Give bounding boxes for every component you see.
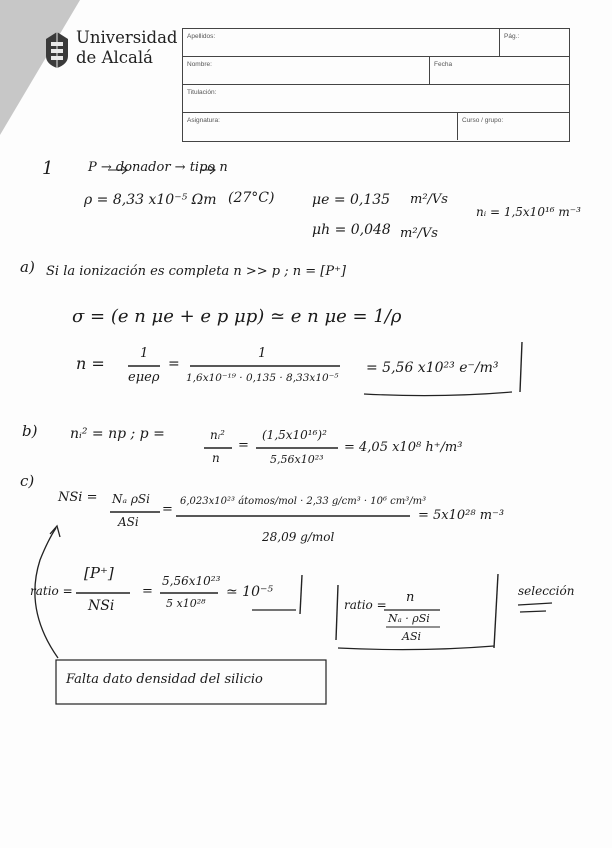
- n-fraction1-den: eμeρ: [128, 370, 160, 385]
- n-fraction2-num: 1: [258, 346, 267, 361]
- ratio2-label: ratio =: [344, 598, 387, 612]
- mobility-hole-unit: m²/Vs: [400, 226, 438, 241]
- dopant-type-line: P → donador → tipo n: [88, 160, 228, 175]
- nsi-result: = 5x10²⁸ m⁻³: [418, 508, 505, 523]
- ratio2-den-bottom: ASi: [402, 630, 421, 643]
- ratio-equals: =: [142, 584, 153, 599]
- ratio-value-den: 5 x10²⁸: [166, 597, 206, 610]
- p-fraction-equals: =: [238, 438, 249, 453]
- label-nombre: Nombre:: [187, 61, 212, 68]
- mobility-hole: μh = 0,048: [312, 222, 391, 238]
- p-fraction-den: n: [212, 451, 220, 465]
- ratio-label: ratio =: [30, 584, 73, 598]
- temperature-value: (27°C): [228, 190, 275, 206]
- label-titulacion: Titulación:: [187, 89, 217, 96]
- missing-data-note: Falta dato densidad del silicio: [66, 672, 263, 687]
- ratio-num: [P⁺]: [84, 564, 114, 582]
- n-fraction-equals: =: [168, 356, 180, 372]
- n-result: = 5,56 x10²³ e⁻/m³: [366, 360, 499, 376]
- label-pag: Pág.:: [504, 33, 520, 40]
- p-fraction2-den: 5,56x10²³: [270, 453, 324, 466]
- p-result: = 4,05 x10⁸ h⁺/m³: [344, 440, 463, 455]
- n-equals: n =: [76, 354, 105, 373]
- part-a-statement: Si la ionización es completa n >> p ; n = [P⁺]: [46, 264, 347, 279]
- n-fraction2-den: 1,6x10⁻¹⁹ · 0,135 · 8,33x10⁻⁵: [186, 372, 339, 384]
- label-asignatura: Asignatura:: [187, 117, 220, 124]
- mobility-electron-unit: m²/Vs: [410, 192, 448, 207]
- ratio2-num: n: [406, 590, 415, 605]
- nsi-symbolic-den: ASi: [118, 515, 139, 529]
- n-fraction1-num: 1: [140, 346, 149, 361]
- label-fecha: Fecha: [434, 61, 453, 68]
- nsi-symbolic-num: Nₐ ρSi: [112, 492, 150, 506]
- university-name-line1: Universidad: [76, 28, 178, 47]
- problem-number: 1: [42, 158, 54, 179]
- intrinsic-concentration: nᵢ = 1,5x10¹⁶ m⁻³: [476, 205, 581, 219]
- nsi-denominator: 28,09 g/mol: [262, 530, 335, 544]
- side-note: selección: [518, 584, 575, 598]
- p-fraction2-num: (1,5x10¹⁶)²: [262, 428, 327, 442]
- mobility-electron: μe = 0,135: [312, 192, 391, 208]
- ratio-den: NSi: [88, 598, 115, 614]
- label-curso: Curso / grupo:: [462, 117, 504, 124]
- nsi-equals: =: [162, 502, 173, 517]
- resistivity-value: ρ = 8,33 x10⁻⁵ Ωm: [84, 192, 217, 208]
- part-a-label: a): [20, 258, 35, 276]
- ratio-result: ≃ 10⁻⁵: [226, 584, 273, 600]
- nsi-label-text: NSi =: [58, 490, 98, 505]
- nsi-label: [58, 490, 97, 505]
- label-apellidos: Apellidos:: [187, 33, 216, 40]
- p-fraction-num: nᵢ²: [210, 428, 225, 442]
- part-b-statement: nᵢ² = np ; p =: [70, 426, 165, 442]
- ratio-value-num: 5,56x10²³: [162, 574, 221, 588]
- part-c-label: c): [20, 472, 35, 490]
- nsi-numerator: 6,023x10²³ átomos/mol · 2,33 g/cm³ · 10⁶ cm³/m³: [180, 496, 427, 507]
- ratio2-den-top: Nₐ · ρSi: [388, 612, 430, 625]
- university-name-line2: de Alcalá: [76, 48, 153, 67]
- conductivity-equation: σ = (e n μe + e p μp) ≃ e n μe = 1/ρ: [72, 306, 402, 327]
- part-b-label: b): [22, 422, 38, 440]
